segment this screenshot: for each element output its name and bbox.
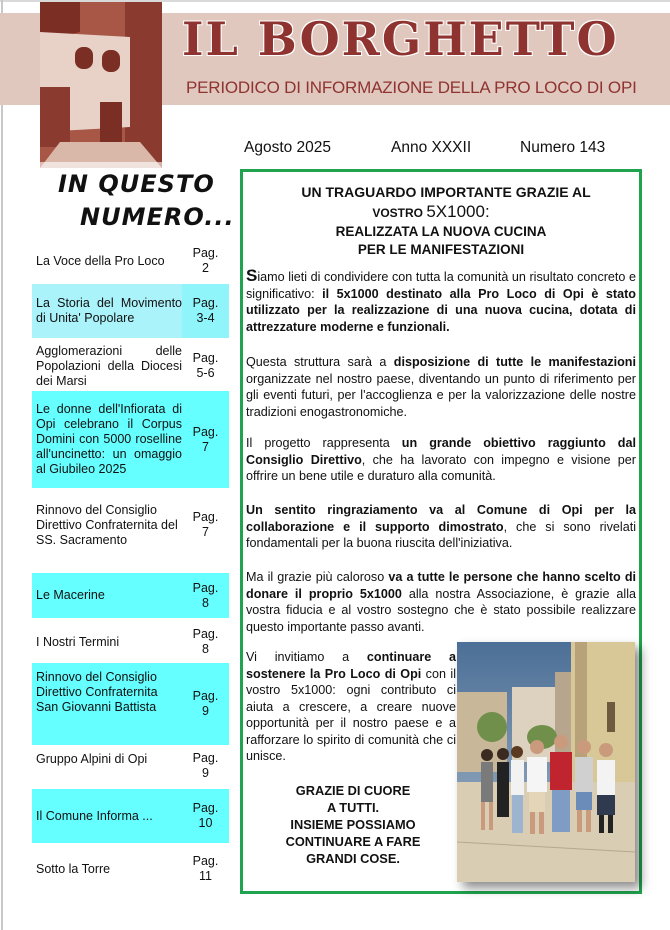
toc-item-title: Le Macerine bbox=[36, 588, 105, 602]
toc-page-number: 10 bbox=[198, 816, 213, 830]
text-run-bold: Un sentito ringraziamento va al Comune di Opi per la collaborazione e il supporto dimostrato bbox=[246, 503, 636, 534]
text-run-bold: va a tutte le persone che hanno scelto di donare il proprio 5x1000 bbox=[246, 570, 637, 601]
text-run-bold: un grande obiettivo raggiunto dal Consiglio Direttivo bbox=[246, 436, 636, 467]
text-run: organizzate nel nostro paese, diventando un punto di riferimento per gli eventi futuri, per l'accoglienza e per la valorizzazione delle nostre tradizioni enogastronomiche. bbox=[246, 371, 636, 419]
toc-item-page bbox=[182, 573, 229, 618]
toc-item-title: Il Comune Informa ... bbox=[36, 808, 153, 823]
toc-page-number: 11 bbox=[199, 869, 212, 883]
toc-item[interactable] bbox=[32, 490, 229, 560]
article-paragraph bbox=[246, 435, 636, 485]
article-paragraph bbox=[246, 569, 636, 635]
text-run: con il vostro 5x1000: ogni contributo ci aiuta a crescere, a creare nuove opportunità per il nostro paese e a rafforzare lo spirito di comunità che ci unisce. bbox=[246, 666, 456, 763]
toc-page-label: Pag. bbox=[192, 751, 219, 765]
toc-heading bbox=[58, 168, 235, 234]
article-paragraph bbox=[246, 502, 636, 552]
article-paragraph bbox=[246, 268, 636, 335]
closing-message bbox=[263, 782, 443, 867]
issue-number: Numero 143 bbox=[520, 139, 606, 156]
toc-page-label: Pag. bbox=[192, 424, 219, 439]
toc-item[interactable] bbox=[32, 789, 229, 843]
toc-page-label: Pag. bbox=[192, 854, 219, 868]
text-run: , che ha lavorato con impegno e visione per offrire un bene utile e duraturo alla comunità. bbox=[246, 452, 636, 483]
text-run: Vi invitiamo a bbox=[246, 650, 367, 664]
toc-item-title: La Voce della Pro Loco bbox=[36, 253, 165, 268]
toc-item-page bbox=[182, 241, 229, 281]
text-run: Ma il grazie più caloroso bbox=[246, 570, 389, 584]
toc-item[interactable] bbox=[32, 663, 229, 745]
toc-page-label: Pag. bbox=[192, 580, 219, 595]
toc-item[interactable] bbox=[32, 284, 229, 338]
headline-line2-figure: 5X1000: bbox=[426, 202, 490, 221]
closing-line5: GRANDI COSE. bbox=[306, 851, 400, 866]
toc-page-label: Pag. bbox=[192, 627, 219, 641]
toc-item-page bbox=[182, 789, 229, 843]
toc-item-title: I Nostri Termini bbox=[36, 634, 120, 649]
toc-page-number: 3-4 bbox=[196, 311, 215, 325]
toc-page-number: 8 bbox=[202, 642, 209, 656]
toc-page-number: 5-6 bbox=[196, 366, 215, 380]
headline-line2-prefix: VOSTRO bbox=[372, 206, 423, 220]
toc-page-label: Pag. bbox=[192, 246, 219, 260]
toc-page-number: 2 bbox=[202, 261, 209, 275]
toc-item[interactable] bbox=[32, 573, 229, 618]
toc-item-page bbox=[182, 340, 229, 392]
closing-line4: CONTINUARE A FARE bbox=[285, 834, 421, 849]
toc-page-number: 9 bbox=[202, 704, 209, 718]
toc-item-title: La Storia del Movimento di Unita' Popolare bbox=[36, 296, 182, 325]
toc-page-number: 7 bbox=[202, 439, 209, 454]
text-run: , che si sono rivelati fondamentali per la buona riuscita dell'iniziativa. bbox=[246, 519, 636, 550]
dropcap: S bbox=[246, 266, 258, 285]
text-run-bold: disposizione di tutte le manifestazioni bbox=[393, 355, 637, 369]
masthead-subtitle: PERIODICO DI INFORMAZIONE DELLA PRO LOCO DI OPI bbox=[186, 78, 637, 97]
headline-line4: PER LE MANIFESTAZIONI bbox=[357, 242, 525, 257]
toc-item[interactable] bbox=[32, 745, 229, 787]
closing-line2: A TUTTI. bbox=[326, 800, 380, 815]
toc-page-number: 9 bbox=[202, 766, 209, 780]
toc-item[interactable] bbox=[32, 622, 229, 662]
issue-date: Agosto 2025 bbox=[244, 139, 332, 156]
toc-item-page bbox=[182, 848, 229, 890]
toc-item-title: Agglomerazioni delle Popolazioni della Diocesi dei Marsi bbox=[36, 343, 182, 388]
toc-page-label: Pag. bbox=[192, 296, 219, 310]
toc-item-page bbox=[182, 663, 229, 745]
article-paragraph bbox=[246, 354, 636, 420]
text-run-bold: continuare a sostenere la Pro Loco di Opi bbox=[246, 650, 456, 681]
toc-heading-line1: IN QUESTO bbox=[58, 170, 215, 198]
masthead-title: IL BORGHETTO bbox=[182, 12, 619, 66]
toc-item-title: Sotto la Torre bbox=[36, 861, 111, 876]
toc-page-number: 7 bbox=[202, 525, 209, 539]
issue-year: Anno XXXII bbox=[391, 139, 472, 156]
article-paragraph bbox=[246, 649, 456, 765]
toc-item[interactable] bbox=[32, 340, 229, 392]
toc-item-page bbox=[182, 284, 229, 338]
toc-page-number: 8 bbox=[202, 595, 209, 610]
toc-item-title: Gruppo Alpini di Opi bbox=[36, 752, 148, 766]
closing-line3: INSIEME POSSIAMO bbox=[290, 817, 416, 832]
toc-page-label: Pag. bbox=[192, 689, 219, 703]
toc-page-label: Pag. bbox=[192, 351, 219, 365]
toc-item-page bbox=[182, 490, 229, 560]
toc-item-page bbox=[182, 622, 229, 662]
headline-line3: REALIZZATA LA NUOVA CUCINA bbox=[335, 224, 547, 239]
toc-heading-line2: NUMERO... bbox=[80, 203, 235, 231]
article-headline bbox=[243, 182, 639, 259]
masthead-village-photo bbox=[40, 2, 162, 168]
toc-page-label: Pag. bbox=[192, 510, 219, 524]
toc-page-label: Pag. bbox=[192, 801, 219, 815]
toc-item[interactable] bbox=[32, 241, 229, 281]
text-run-bold: il 5x1000 destinato alla Pro Loco di Opi è stato utilizzato per la realizzazione di una nuova cucina, dotata di attrezzature moderne e funzionali. bbox=[246, 286, 636, 334]
text-run: alla nostra Associazione, è grazie alla vostra fiducia e al vostro sostegno che è stato possibile realizzare questo importante passo avanti. bbox=[246, 586, 636, 634]
toc-item-title: Le donne dell'Infiorata di Opi celebrano il Corpus Domini con 5000 roselline all'uncinetto: un omaggio al Giubileo 2025 bbox=[36, 402, 182, 476]
toc-item-page bbox=[182, 745, 229, 787]
toc-item-page bbox=[182, 391, 229, 488]
toc-item[interactable] bbox=[32, 391, 229, 488]
page-left-rule bbox=[1, 0, 3, 930]
toc-item-title: Rinnovo del Consiglio Direttivo Confraternita San Giovanni Battista bbox=[36, 670, 158, 714]
text-run: iamo lieti di condividere con tutta la comunità un risultato concreto e significativo: bbox=[246, 270, 636, 301]
toc-item[interactable] bbox=[32, 848, 229, 890]
closing-line1: GRAZIE DI CUORE bbox=[295, 783, 411, 798]
text-run: Il progetto rappresenta bbox=[246, 436, 402, 450]
toc-item-title: Rinnovo del Consiglio Direttivo Confraternita del SS. Sacramento bbox=[36, 502, 178, 547]
group-photo bbox=[457, 642, 635, 882]
headline-line2 bbox=[223, 202, 639, 223]
headline-line1: UN TRAGUARDO IMPORTANTE GRAZIE AL bbox=[301, 184, 591, 200]
text-run: Questa struttura sarà a bbox=[246, 355, 394, 369]
